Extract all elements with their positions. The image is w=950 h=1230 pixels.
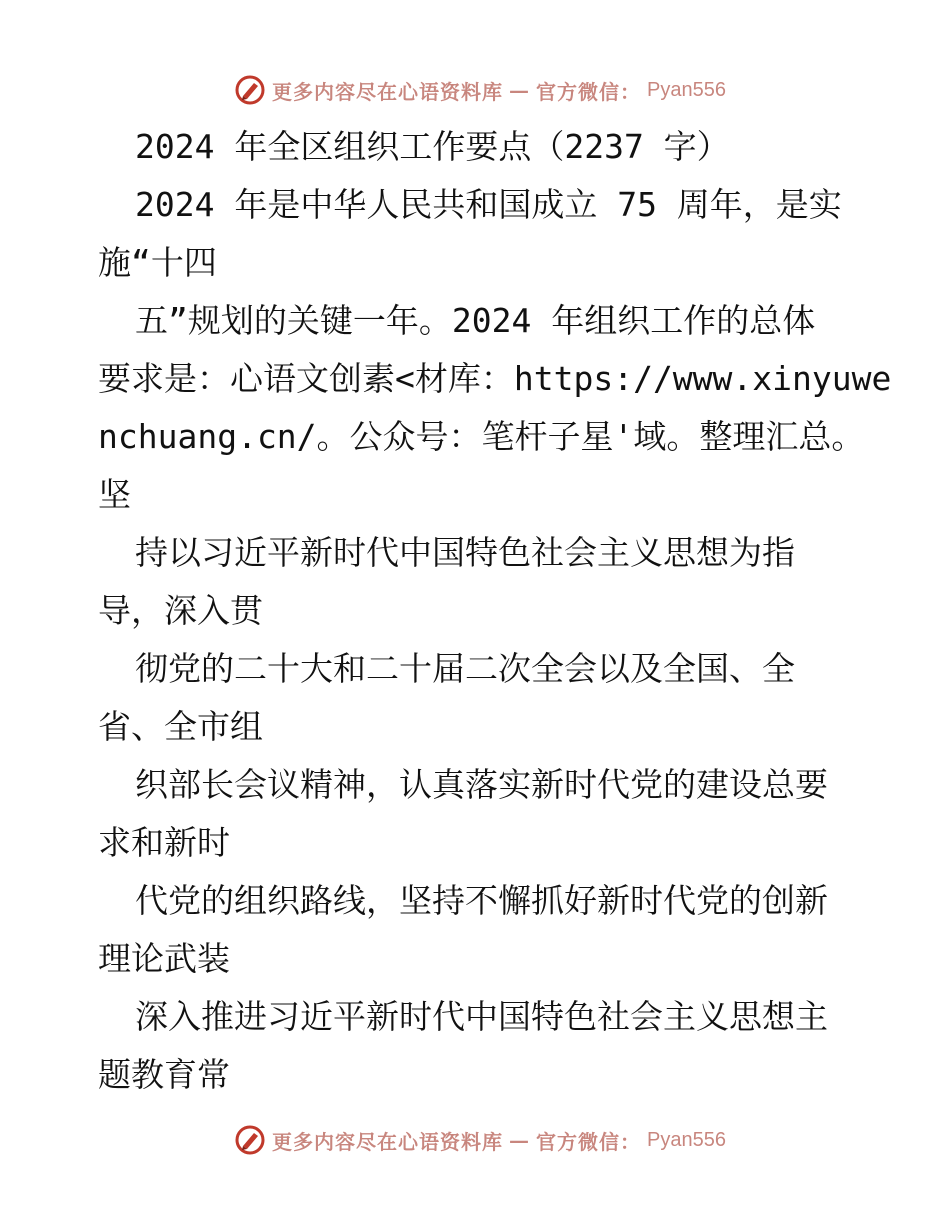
- document-line: 理论武装: [98, 939, 230, 978]
- watermark-wechat-label: 官方微信：: [536, 79, 641, 104]
- pen-logo-icon: [234, 1124, 266, 1156]
- document-line: 坚: [98, 475, 131, 514]
- document-body: [98, 118, 892, 1104]
- document-line: 2024 年是中华人民共和国成立 75 周年，是实: [135, 185, 842, 224]
- watermark-separator: —: [509, 1128, 530, 1152]
- pen-logo-icon: [234, 74, 266, 106]
- document-line: 导，深入贯: [98, 591, 263, 630]
- document-line: 题教育常: [98, 1055, 230, 1094]
- watermark-wechat-id: Pyan556: [647, 1128, 726, 1151]
- document-line: 要求是：心语文创素<材库：https://www.xinyuwe: [98, 359, 892, 398]
- document-line: 织部长会议精神，认真落实新时代党的建设总要: [135, 765, 828, 804]
- document-line: nchuang.cn/。公众号：笔杆子星'域。整理汇总。: [98, 417, 865, 456]
- watermark-separator: —: [509, 78, 530, 102]
- document-line: 2024 年全区组织工作要点（2237 字）: [135, 127, 730, 166]
- document-line: 省、全市组: [98, 707, 263, 746]
- watermark-wechat-label: 官方微信：: [536, 1129, 641, 1154]
- document-line: 施“十四: [98, 243, 217, 282]
- document-line: 持以习近平新时代中国特色社会主义思想为指: [135, 533, 795, 572]
- document-line: 五”规划的关键一年。2024 年组织工作的总体: [135, 301, 816, 340]
- watermark-banner-bottom: [234, 1122, 726, 1158]
- watermark-brand-text: 更多内容尽在心语资料库: [272, 1129, 503, 1154]
- document-line: 求和新时: [98, 823, 230, 862]
- document-line: 深入推进习近平新时代中国特色社会主义思想主: [135, 997, 828, 1036]
- document-line: 代党的组织路线，坚持不懈抓好新时代党的创新: [135, 881, 828, 920]
- watermark-wechat-id: Pyan556: [647, 78, 726, 101]
- watermark-banner-top: [234, 72, 726, 108]
- watermark-brand-text: 更多内容尽在心语资料库: [272, 79, 503, 104]
- document-line: 彻党的二十大和二十届二次全会以及全国、全: [135, 649, 795, 688]
